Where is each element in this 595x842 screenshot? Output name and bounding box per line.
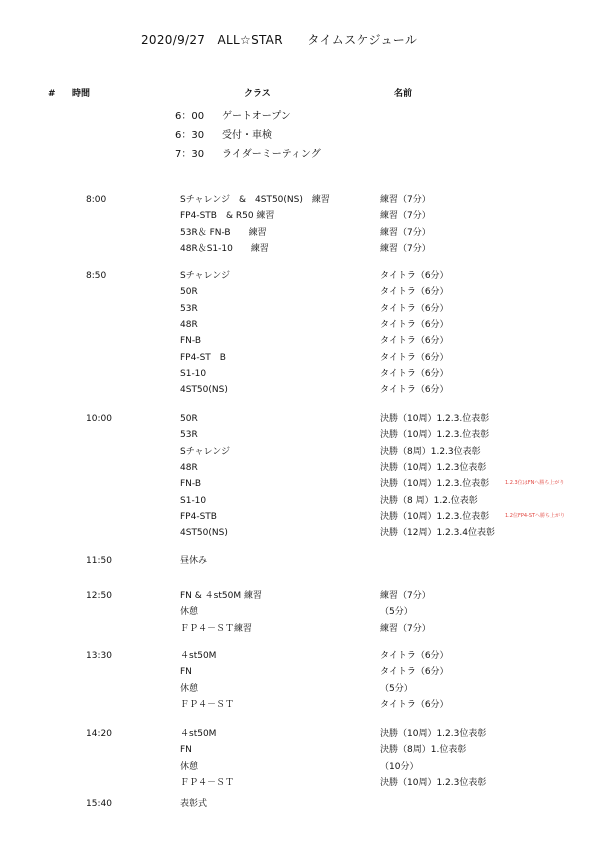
- name-cell: （5分）: [380, 607, 413, 618]
- name-cell: 練習（7分）: [380, 227, 431, 238]
- name-cell: 練習（7分）: [380, 243, 431, 254]
- class-cell: Sチャレンジ: [180, 446, 230, 457]
- class-cell: FN-B: [180, 336, 202, 347]
- slot-time: 12:50: [86, 591, 112, 601]
- name-cell: 練習（7分）: [380, 195, 431, 205]
- class-cell: FP4-STB & R50 練習: [180, 211, 275, 222]
- pre-event-label: ゲートオープン: [222, 111, 291, 122]
- class-cell: ４st50M: [180, 651, 217, 661]
- name-cell: 決勝（8 周）1.2.位表彰: [380, 495, 478, 506]
- class-cell: FN: [180, 667, 192, 678]
- class-cell: 48R: [180, 462, 198, 473]
- advance-note: 1.2.3位はFNへ勝ち上がり: [505, 480, 565, 487]
- name-cell: タイトラ（6分）: [380, 352, 449, 363]
- class-cell: FN: [180, 745, 192, 756]
- name-cell: （10分）: [380, 761, 419, 772]
- class-cell: 53R＆ FN-B 練習: [180, 227, 267, 238]
- class-cell: FP4-ST B: [180, 352, 226, 363]
- slot-time: 13:30: [86, 651, 112, 661]
- class-cell: ＦＰ４－ＳＴ練習: [180, 623, 253, 634]
- class-cell: S1-10: [180, 495, 207, 506]
- name-cell: 決勝（10周）1.2.3位表彰: [380, 777, 487, 788]
- slot-time: 14:20: [86, 729, 112, 739]
- class-cell: Sチャレンジ: [180, 271, 230, 281]
- name-cell: タイトラ（6分）: [380, 699, 449, 710]
- pre-event-label: 受付・車検: [222, 130, 272, 141]
- class-cell: FP4-STB: [180, 511, 217, 522]
- class-cell: FN & ４st50M 練習: [180, 591, 262, 601]
- name-cell: タイトラ（6分）: [380, 667, 449, 678]
- slot-time: 15:40: [86, 799, 112, 809]
- name-cell: 決勝（12周）1.2.3.4位表彰: [380, 528, 495, 539]
- class-cell: S1-10: [180, 368, 207, 379]
- name-cell: タイトラ（6分）: [380, 368, 449, 379]
- class-cell: 48R＆S1-10 練習: [180, 243, 269, 254]
- class-cell: 53R: [180, 430, 198, 441]
- class-cell: 50R: [180, 414, 198, 424]
- name-cell: （5分）: [380, 683, 413, 694]
- class-cell: 50R: [180, 287, 198, 298]
- slot-time: 8:00: [86, 195, 107, 205]
- name-cell: 決勝（10周）1.2.3位表彰: [380, 729, 487, 739]
- pre-event-label: ライダーミーティング: [222, 149, 321, 160]
- name-cell: 決勝（10周）1.2.3.位表彰: [380, 479, 490, 490]
- slot-time: 8:50: [86, 271, 107, 281]
- name-cell: 決勝（10周）1.2.3.位表彰: [380, 414, 490, 424]
- name-cell: 練習（7分）: [380, 623, 431, 634]
- class-cell: Sチャレンジ & 4ST50(NS) 練習: [180, 195, 330, 205]
- class-cell: FN-B: [180, 479, 202, 490]
- pre-event-time: 6：00: [175, 111, 205, 122]
- class-cell: 休憩: [180, 607, 199, 618]
- class-cell: 休憩: [180, 761, 199, 772]
- name-cell: タイトラ（6分）: [380, 319, 449, 330]
- slot-time: 10:00: [86, 414, 112, 424]
- pre-event-time: 7：30: [175, 149, 205, 160]
- name-cell: タイトラ（6分）: [380, 385, 449, 396]
- class-cell: 4ST50(NS): [180, 528, 228, 539]
- pre-event-time: 6：30: [175, 130, 205, 141]
- slot-time: 11:50: [86, 556, 112, 566]
- name-cell: 決勝（10周）1.2.3.位表彰: [380, 430, 490, 441]
- name-cell: 決勝（8周）1.2.3位表彰: [380, 446, 481, 457]
- class-cell: 休憩: [180, 683, 199, 694]
- advance-note: 1.2位FP4-STへ勝ち上がり: [505, 512, 566, 519]
- class-cell: 53R: [180, 303, 198, 314]
- header-number: #: [48, 89, 56, 99]
- name-cell: タイトラ（6分）: [380, 651, 449, 661]
- name-cell: 決勝（10周）1.2.3.位表彰: [380, 511, 490, 522]
- name-cell: タイトラ（6分）: [380, 287, 449, 298]
- header-time: 時間: [72, 89, 91, 99]
- name-cell: 決勝（10周）1.2.3位表彰: [380, 462, 487, 473]
- class-cell: 昼休み: [180, 556, 208, 566]
- class-cell: 表彰式: [180, 799, 208, 809]
- class-cell: 48R: [180, 319, 198, 330]
- header-name: 名前: [394, 89, 413, 99]
- name-cell: 練習（7分）: [380, 211, 431, 222]
- name-cell: 練習（7分）: [380, 591, 431, 601]
- page-title: 2020/9/27 ALL☆STAR タイムスケジュール: [141, 33, 418, 47]
- class-cell: ＦＰ４－ＳＴ: [180, 699, 235, 710]
- class-cell: 4ST50(NS): [180, 385, 228, 396]
- name-cell: タイトラ（6分）: [380, 336, 449, 347]
- class-cell: ＦＰ４－ＳＴ: [180, 777, 235, 788]
- name-cell: 決勝（8周）1.位表彰: [380, 745, 467, 756]
- name-cell: タイトラ（6分）: [380, 303, 449, 314]
- class-cell: ４st50M: [180, 729, 217, 739]
- header-class: クラス: [244, 89, 271, 99]
- name-cell: タイトラ（6分）: [380, 271, 449, 281]
